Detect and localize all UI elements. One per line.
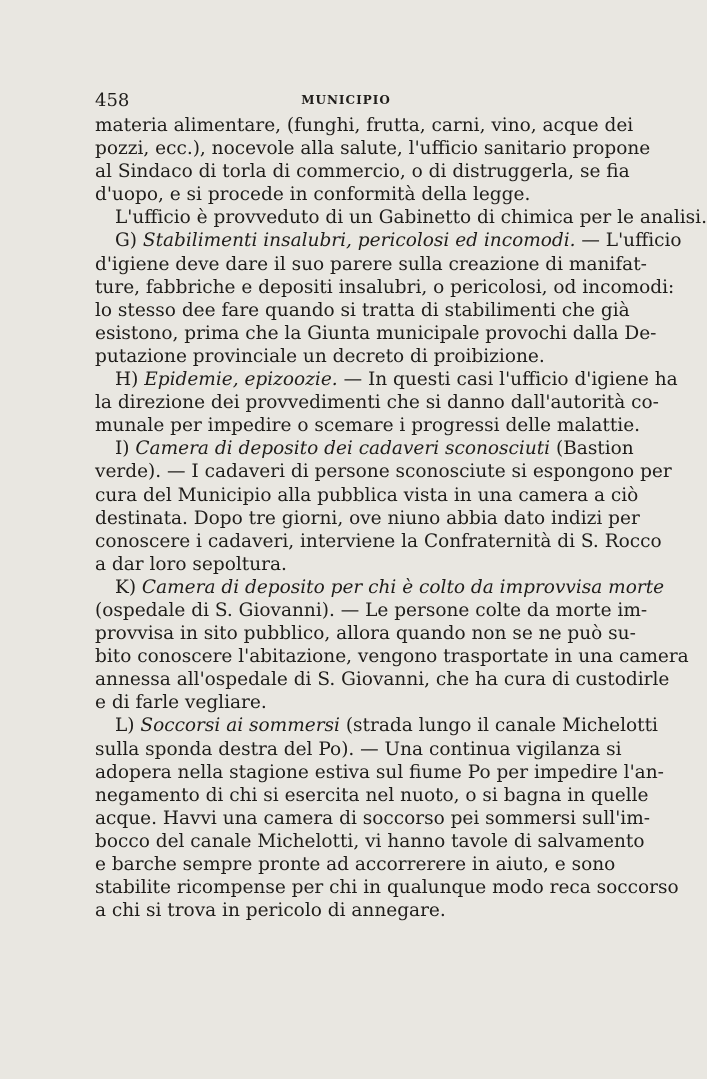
section-text: — In questi casi l'ufficio d'igiene ha (337, 369, 678, 391)
text-line (95, 576, 665, 599)
text-line: esistono, prima che la Giunta municipale provochi dalla De- (95, 322, 657, 344)
text-line: L'ufficio è provveduto di un Gabinetto di chimica per le analisi. (115, 207, 707, 229)
text-line: al Sindaco di torla di commercio, o di distruggerla, se fia (95, 161, 630, 183)
text-line (95, 229, 682, 252)
text-line: d'igiene deve dare il suo parere sulla creazione di manifat- (95, 253, 647, 275)
text-line: materia alimentare, (funghi, frutta, carni, vino, acque dei (95, 115, 634, 136)
text-line: acque. Havvi una camera di soccorso pei sommersi sull'im- (95, 807, 651, 829)
text-line: a chi si trova in pericolo di annegare. (95, 900, 446, 922)
running-head: MUNICIPIO (301, 93, 391, 107)
section-marker: L) (115, 715, 141, 737)
text-line: pozzi, ecc.), nocevole alla salute, l'ufficio sanitario propone (95, 138, 651, 160)
text-line: e di farle vegliare. (95, 692, 267, 714)
section-marker: H) (115, 369, 145, 391)
text-line: la direzione dei provvedimenti che si danno dall'autorità co- (95, 392, 659, 414)
text-line: (ospedale di S. Giovanni). — Le persone colte da morte im- (95, 599, 648, 621)
text-line: adopera nella stagione estiva sul fiume Po per impedire l'an- (95, 761, 664, 783)
page-header (95, 90, 597, 112)
text-line: verde). — I cadaveri di persone sconosciute si espongono per (95, 461, 672, 483)
text-line: cura del Municipio alla pubblica vista in una camera a ciò (95, 484, 639, 506)
text-line (95, 714, 658, 737)
section-text: (strada lungo il canale Michelotti (339, 715, 658, 737)
text-line: bocco del canale Michelotti, vi hanno tavole di salvamento (95, 830, 645, 852)
section-heading: Camera di deposito dei cadaveri sconosciuti (135, 438, 551, 460)
section-heading: Camera di deposito per chi è colto da improvvisa morte (141, 576, 665, 598)
body-text (95, 114, 707, 922)
section-marker: I) (115, 438, 136, 460)
text-line: stabilite ricompense per chi in qualunque modo reca soccorso (95, 877, 679, 899)
section-heading: Epidemie, epizoozie. (144, 369, 338, 391)
text-line: ture, fabbriche e depositi insalubri, o pericolosi, od incomodi: (95, 276, 675, 298)
section-marker: K) (115, 576, 142, 598)
text-line: provvisa in sito pubblico, allora quando non se ne può su- (95, 623, 636, 645)
page-number: 458 (95, 90, 130, 111)
text-line: sulla sponda destra del Po). — Una continua vigilanza si (95, 738, 622, 760)
section-text: — L'ufficio (575, 230, 682, 252)
text-line: a dar loro sepoltura. (95, 553, 287, 575)
text-line: lo stesso dee fare quando si tratta di stabilimenti che già (95, 299, 630, 321)
text-line (95, 437, 634, 460)
section-marker: G) (115, 230, 143, 252)
text-line: negamento di chi si esercita nel nuoto, o si bagna in quelle (95, 784, 649, 806)
text-line (95, 368, 678, 391)
text-line: annessa all'ospedale di S. Giovanni, che ha cura di custodirle (95, 669, 670, 691)
text-line: d'uopo, e si procede in conformità della legge. (95, 184, 531, 206)
section-text: (Bastion (550, 438, 634, 460)
text-line: conoscere i cadaveri, interviene la Confraternità di S. Rocco (95, 530, 662, 552)
section-heading: Soccorsi ai sommersi (140, 715, 340, 737)
text-line: e barche sempre pronte ad accorrerere in aiuto, e sono (95, 854, 616, 875)
text-line: bito conoscere l'abitazione, vengono trasportate in una camera (95, 646, 689, 668)
section-heading: Stabilimenti insalubri, pericolosi ed incomodi. (142, 230, 576, 252)
text-line: putazione provinciale un decreto di proibizione. (95, 345, 545, 367)
text-line: munale per impedire o scemare i progressi delle malattie. (95, 415, 641, 437)
text-line: destinata. Dopo tre giorni, ove niuno abbia dato indizi per (95, 507, 640, 529)
